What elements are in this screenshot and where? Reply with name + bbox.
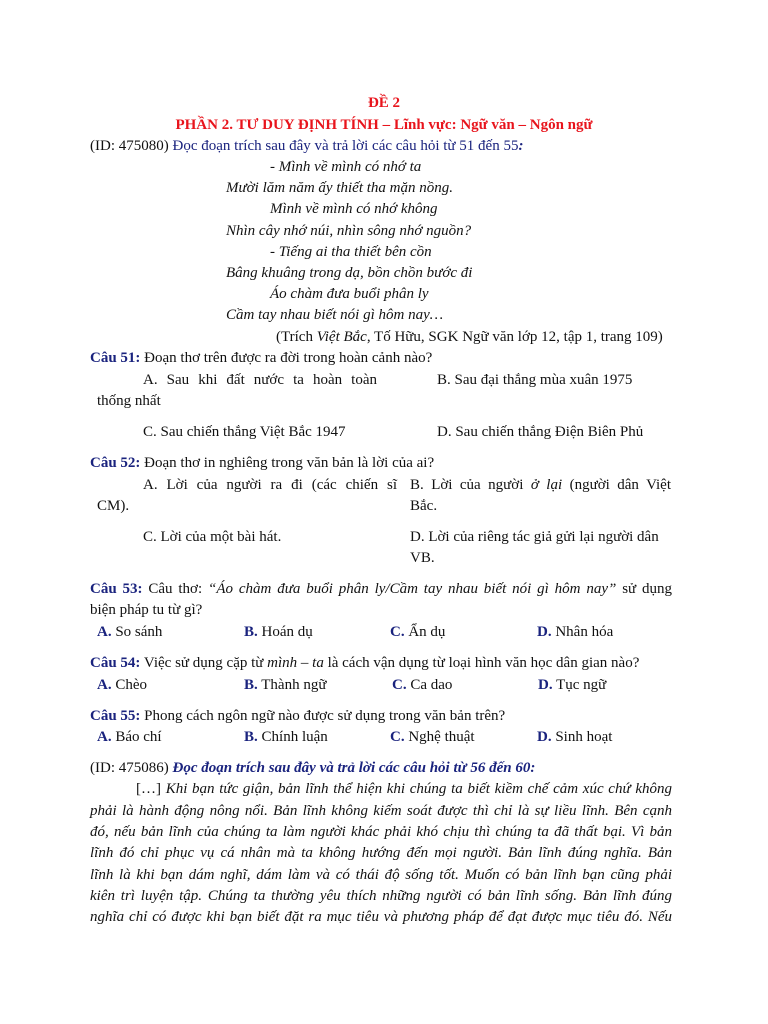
option-key: C. (390, 729, 405, 745)
ellipsis: […] (136, 781, 166, 797)
option-text: Thành ngữ (257, 677, 327, 693)
question-text: Việc sử dụng cặp từ (140, 655, 268, 671)
question-54 (90, 653, 639, 674)
option-key: D. (537, 729, 552, 745)
passage2-line: nghĩa chỉ có được khi bạn biết đặt ra mục tiêu và phương pháp để đạt được mục tiêu đó. Nếu (90, 909, 672, 925)
poem-source (276, 327, 663, 348)
q54-option-b (244, 675, 326, 696)
option-text: Hoán dụ (257, 624, 313, 640)
q51-option-c: C. Sau chiến thắng Việt Bắc 1947 (143, 424, 346, 440)
source-title: Việt Bắc (316, 329, 367, 345)
q51-option-d: D. Sau chiến thắng Điện Biên Phủ (437, 424, 644, 440)
option-key: B. (244, 624, 258, 640)
option-key: B. (244, 677, 258, 693)
question-51 (90, 348, 432, 369)
option-text: Nghệ thuật (404, 729, 475, 745)
question-label: Câu 53: (90, 581, 143, 597)
question-55 (90, 706, 505, 727)
q52-option-d: D. Lời của riêng tác giả gửi lại người dân (410, 529, 659, 545)
q52-option-b (410, 475, 671, 496)
poem-line: Bâng khuâng trong dạ, bồn chồn bước đi (226, 265, 473, 281)
q52-option-a: A. Lời của người ra đi (các chiến sĩ (143, 477, 397, 493)
option-key: C. (390, 624, 405, 640)
q51-option-a-cont: thống nhất (97, 393, 161, 409)
poem-line: Cầm tay nhau biết nói gì hôm nay… (226, 307, 444, 323)
option-text: Tục ngữ (552, 677, 607, 693)
passage2-intro (90, 758, 535, 779)
option-key: A. (97, 729, 112, 745)
passage2-line: kiên trì luyện tập. Chúng ta thường yêu thích những người có bản lĩnh sống. Bản lĩnh đúng (90, 888, 672, 904)
option-text: Sinh hoạt (551, 729, 613, 745)
q54-option-a (97, 675, 147, 696)
passage1-id: (ID: 475080) (90, 138, 173, 154)
q55-option-d (537, 727, 612, 748)
option-emphasis: ở lại (530, 477, 563, 493)
passage2-id: (ID: 475086) (90, 760, 173, 776)
q51-option-b: B. Sau đại thắng mùa xuân 1975 (437, 372, 633, 388)
question-text: là cách vận dụng từ loại hình văn học dân gian nào? (323, 655, 640, 671)
question-label: Câu 51: (90, 350, 141, 366)
question-text: sử dụng (616, 581, 673, 597)
option-text: Ẩn dụ (404, 624, 446, 640)
q51-option-a: A. Sau khi đất nước ta hoàn toàn (143, 372, 377, 388)
option-text: Báo chí (111, 729, 162, 745)
q55-option-c (390, 727, 475, 748)
question-52 (90, 453, 434, 474)
option-text: So sánh (111, 624, 163, 640)
poem-line: - Tiếng ai tha thiết bên cồn (270, 244, 432, 260)
option-text: Chèo (111, 677, 148, 693)
passage2-line: lĩnh đó chỉ phục vụ cá nhân mà ta không hướng đến mọi người. Bản lĩnh đúng nghĩa. Bản (90, 845, 672, 861)
question-53-cont: biện pháp tu từ gì? (90, 602, 203, 618)
option-key: A. (97, 677, 112, 693)
question-53 (90, 579, 672, 600)
q53-option-b (244, 622, 313, 643)
passage1-colon: : (518, 138, 524, 154)
passage2-text: Khi bạn tức giận, bản lĩnh thể hiện khi chúng ta biết kiềm chế cảm xúc chứ không (165, 781, 672, 797)
question-text: Câu thơ: (142, 581, 209, 597)
q53-option-a (97, 622, 162, 643)
option-key: C. (392, 677, 407, 693)
poem-line: Áo chàm đưa buổi phân ly (270, 286, 429, 302)
option-text: Nhân hóa (551, 624, 614, 640)
poem-line: Mười lăm năm ấy thiết tha mặn nồng. (226, 180, 453, 196)
q53-option-c (390, 622, 445, 643)
question-text: Phong cách ngôn ngữ nào được sử dụng trong văn bản trên? (140, 708, 506, 724)
section-title: PHẦN 2. TƯ DUY ĐỊNH TÍNH – Lĩnh vực: Ngữ văn – Ngôn ngữ (175, 117, 593, 133)
passage2-instruction: Đọc đoạn trích sau đây và trả lời các câu hỏi từ 56 đến 60: (172, 760, 536, 776)
q54-option-c (392, 675, 452, 696)
question-text: Đoạn thơ in nghiêng trong văn bản là lời của ai? (140, 455, 435, 471)
option-key: D. (537, 624, 552, 640)
passage2-line: lĩnh là khi bạn dám nghĩ, dám làm và có thái độ sống tốt. Muốn có bản lĩnh bạn cũng phải (90, 867, 672, 883)
option-key: A. (97, 624, 112, 640)
source-prefix: (Trích (276, 329, 317, 345)
option-key: D. (538, 677, 553, 693)
question-quote: “Áo chàm đưa buổi phân ly/Cầm tay nhau biết nói gì hôm nay” (208, 581, 617, 597)
question-label: Câu 54: (90, 655, 141, 671)
passage2-line (136, 779, 672, 800)
q55-option-a (97, 727, 162, 748)
question-term: mình – ta (267, 655, 324, 671)
q54-option-d (538, 675, 606, 696)
option-key: B. (244, 729, 258, 745)
poem-line: Nhìn cây nhớ núi, nhìn sông nhớ nguồn? (226, 223, 472, 239)
option-text: Chính luận (257, 729, 328, 745)
poem-line: Mình về mình có nhớ không (270, 201, 438, 217)
poem-line: - Mình về mình có nhớ ta (270, 159, 422, 175)
question-text: Đoạn thơ trên được ra đời trong hoàn cảnh nào? (140, 350, 433, 366)
q52-option-d-cont: VB. (410, 550, 435, 566)
question-label: Câu 52: (90, 455, 141, 471)
q52-option-a-cont: CM). (97, 498, 130, 514)
q53-option-d (537, 622, 613, 643)
option-text: Ca dao (406, 677, 453, 693)
passage2-line: phải là hành động nông nổi. Bản lĩnh không kiếm soát được thì chỉ là sự liều lĩnh. Bên cạnh (90, 803, 672, 819)
exam-number: ĐỀ 2 (367, 95, 401, 111)
passage2-line: đó, nếu bản lĩnh của chúng ta làm người khác phải khó chịu thì chúng ta đã thất bại. Vì bản (90, 824, 672, 840)
question-label: Câu 55: (90, 708, 141, 724)
passage1-intro (90, 136, 523, 157)
q52-option-b-cont: Bắc. (410, 498, 438, 514)
option-text: B. Lời của người (410, 477, 531, 493)
source-suffix: , Tố Hữu, SGK Ngữ văn lớp 12, tập 1, trang 109) (366, 329, 663, 345)
q52-option-c: C. Lời của một bài hát. (143, 529, 282, 545)
passage1-instruction: Đọc đoạn trích sau đây và trả lời các câu hỏi từ 51 đến 55 (172, 138, 519, 154)
option-text: (người dân Việt (562, 477, 672, 493)
q55-option-b (244, 727, 328, 748)
